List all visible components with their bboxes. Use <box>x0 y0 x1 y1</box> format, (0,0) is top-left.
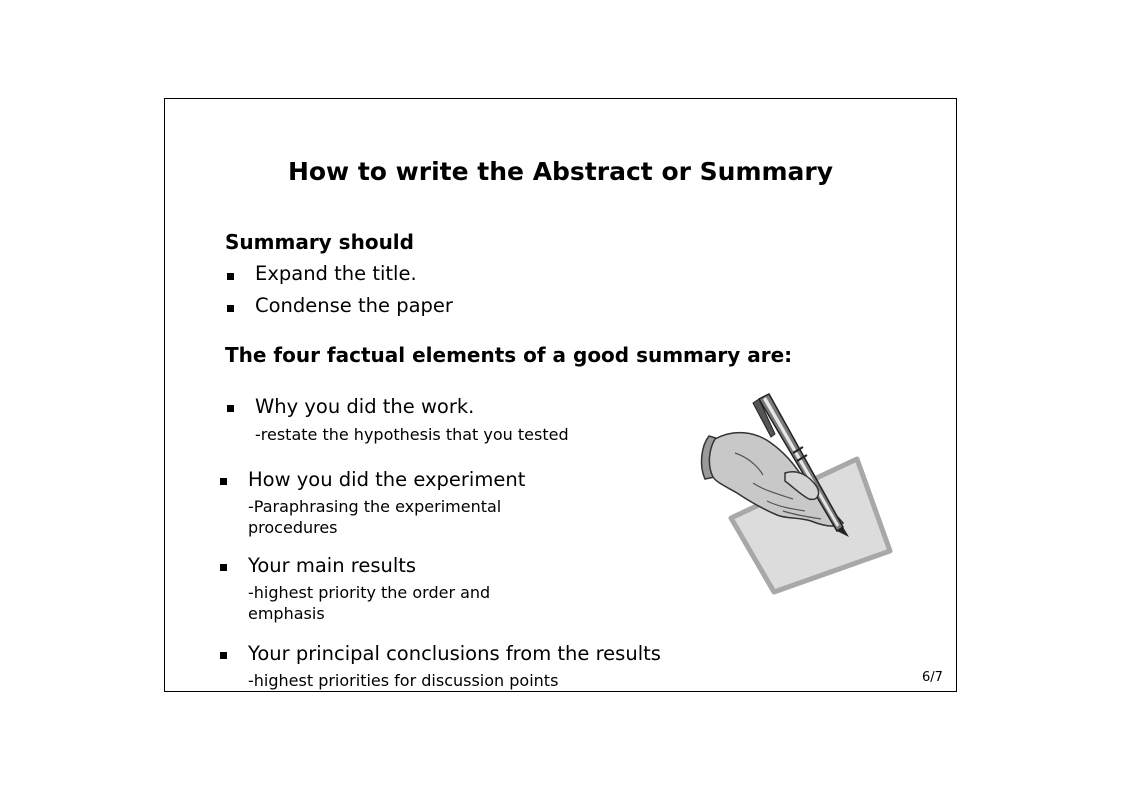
elements-heading: The four factual elements of a good summary are: <box>225 343 793 367</box>
summary-item: Condense the paper <box>255 294 453 317</box>
hand-writing-with-pen-icon <box>693 391 893 601</box>
element-detail-line: emphasis <box>248 604 325 623</box>
element-label: Why you did the work. <box>255 395 475 418</box>
element-detail: -restate the hypothesis that you tested <box>255 425 569 444</box>
element-detail: -highest priorities for discussion points <box>248 671 559 690</box>
summary-item: Expand the title. <box>255 262 417 285</box>
slide-title: How to write the Abstract or Summary <box>287 157 834 186</box>
bullet-icon <box>220 564 227 571</box>
element-detail-line: -highest priority the order and <box>248 583 491 602</box>
bullet-icon <box>227 273 234 280</box>
summary-heading: Summary should <box>225 230 414 254</box>
element-label: Your principal conclusions from the results <box>248 642 661 665</box>
bullet-icon <box>227 405 234 412</box>
bullet-icon <box>220 478 227 485</box>
element-label: How you did the experiment <box>248 468 526 491</box>
slide <box>164 98 957 692</box>
element-detail-line: -Paraphrasing the experimental <box>248 497 502 516</box>
bullet-icon <box>227 305 234 312</box>
element-label: Your main results <box>248 554 417 577</box>
page-number: 6/7 <box>922 670 943 685</box>
element-detail-line: procedures <box>248 518 338 537</box>
bullet-icon <box>220 652 227 659</box>
